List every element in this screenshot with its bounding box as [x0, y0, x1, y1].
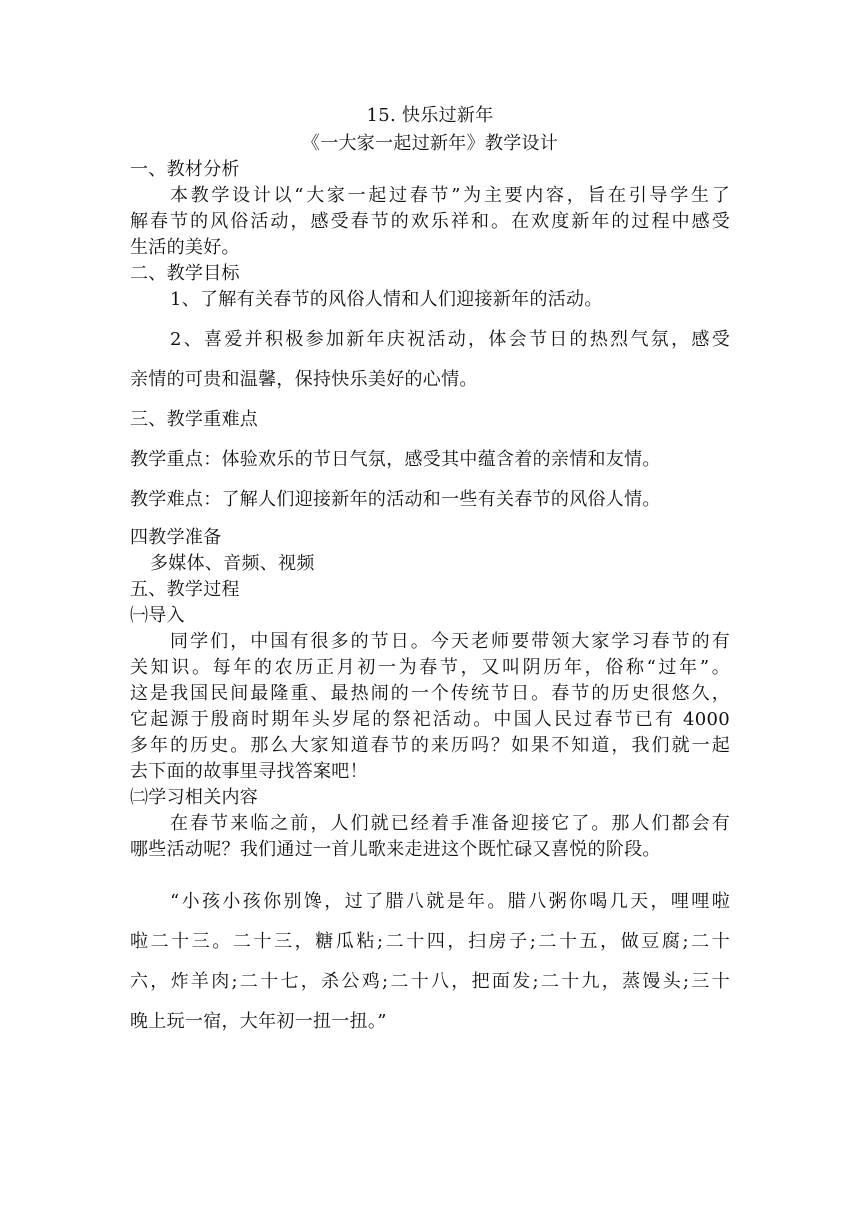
rhyme-line: 六，炸羊肉;二十七，杀公鸡;二十八，把面发;二十九，蒸馒头;三十	[130, 971, 730, 992]
paragraph-line: 本教学设计以“大家一起过春节”为主要内容，旨在引导学生了	[170, 185, 730, 206]
goal-item: 2、喜爱并积极参加新年庆祝活动，体会节日的热烈气氛，感受	[170, 329, 730, 350]
paragraph-line: 解春节的风俗活动，感受春节的欢乐祥和。在欢度新年的过程中感受	[130, 211, 730, 232]
paragraph-line: 同学们，中国有很多的节日。今天老师要带领大家学习春节的有	[170, 631, 730, 652]
subsection-heading: ㈠导入	[130, 605, 185, 626]
paragraph-line: 生活的美好。	[130, 237, 240, 258]
rhyme-line: 晚上玩一宿，大年初一扭一扭。”	[130, 1011, 387, 1032]
paragraph-line: 在春节来临之前，人们就已经着手准备迎接它了。那人们都会有	[170, 813, 730, 834]
difficult-point: 教学难点：了解人们迎接新年的活动和一些有关春节的风俗人情。	[130, 489, 661, 510]
doc-subtitle: 《一大家一起过新年》教学设计	[301, 133, 559, 154]
section-heading: 二、教学目标	[130, 263, 240, 284]
prep-item: 多媒体、音频、视频	[150, 553, 315, 574]
paragraph-line: 去下面的故事里寻找答案吧！	[130, 761, 368, 782]
section-heading: 五、教学过程	[130, 579, 240, 600]
subsection-heading: ㈡学习相关内容	[130, 787, 259, 808]
paragraph-line: 它起源于殷商时期年头岁尾的祭祀活动。中国人民过春节已有 4000	[130, 709, 730, 730]
paragraph-line: 哪些活动呢？我们通过一首儿歌来走进这个既忙碌又喜悦的阶段。	[130, 839, 661, 860]
paragraph-line: 多年的历史。那么大家知道春节的来历吗？如果不知道，我们就一起	[130, 735, 730, 756]
doc-title: 15. 快乐过新年	[366, 105, 494, 126]
rhyme-line: 啦二十三。二十三，糖瓜粘;二十四，扫房子;二十五，做豆腐;二十	[130, 931, 730, 952]
goal-item: 1、了解有关春节的风俗人情和人们迎接新年的活动。	[170, 289, 603, 310]
section-heading: 四教学准备	[130, 527, 222, 548]
paragraph-line: 关知识。每年的农历正月初一为春节，又叫阴历年，俗称“过年”。	[130, 657, 730, 678]
key-point: 教学重点：体验欢乐的节日气氛，感受其中蕴含着的亲情和友情。	[130, 449, 661, 470]
section-heading: 三、教学重难点	[130, 409, 259, 430]
rhyme-line: “小孩小孩你别馋，过了腊八就是年。腊八粥你喝几天，哩哩啦	[170, 891, 730, 912]
paragraph-line: 这是我国民间最隆重、最热闹的一个传统节日。春节的历史很悠久，	[130, 683, 730, 704]
goal-item-cont: 亲情的可贵和温馨，保持快乐美好的心情。	[130, 369, 478, 390]
section-heading: 一、教材分析	[130, 159, 240, 180]
